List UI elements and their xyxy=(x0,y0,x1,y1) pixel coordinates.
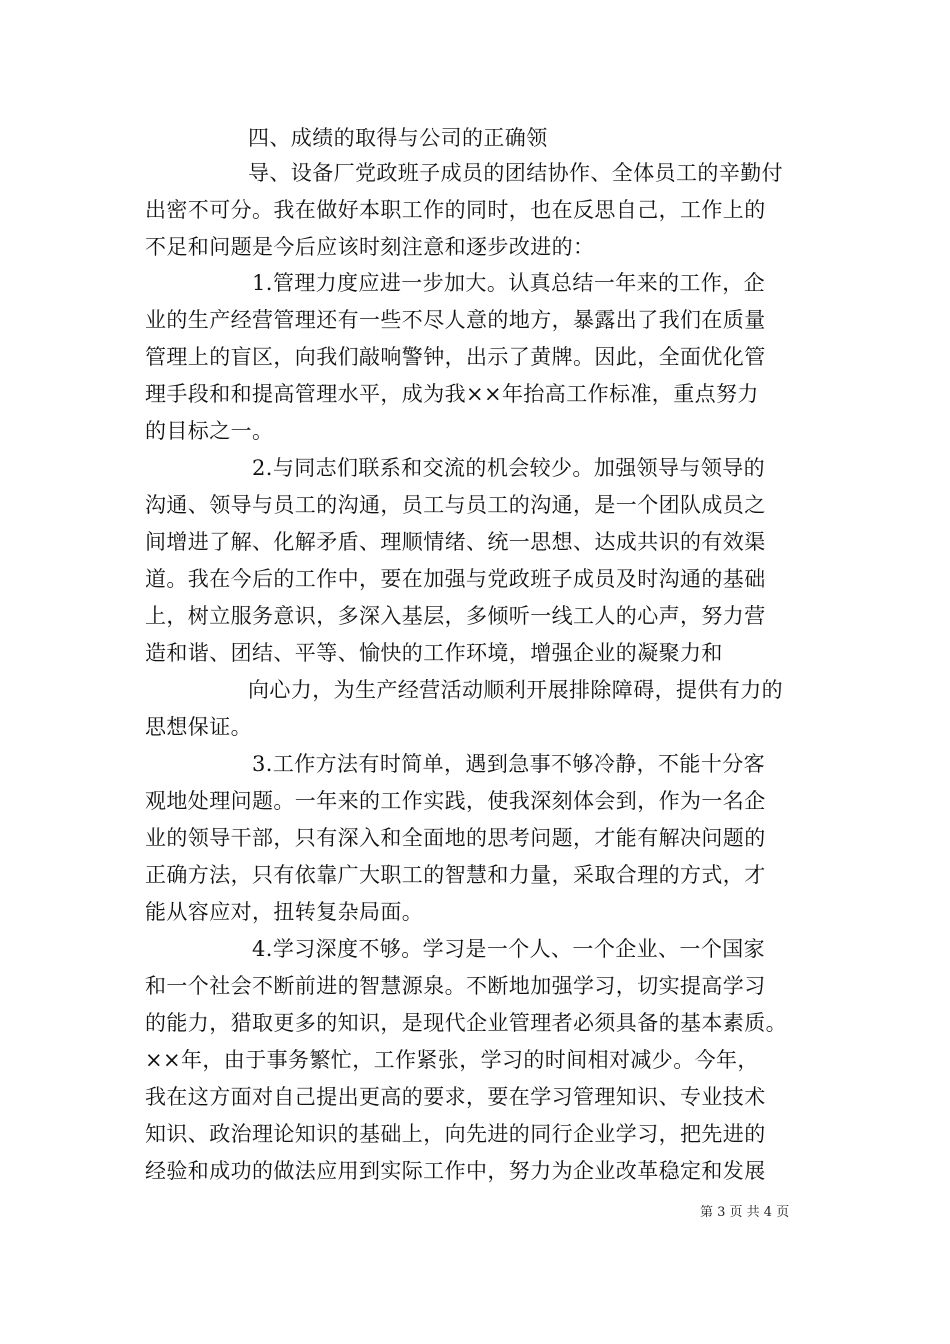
paragraph-line: 沟通、领导与员工的沟通，员工与员工的沟通，是一个团队成员之 xyxy=(145,493,766,517)
paragraph-line: 出密不可分。我在做好本职工作的同时，也在反思自己，工作上的 xyxy=(145,198,766,222)
paragraph-line: 业的生产经营管理还有一些不尽人意的地方，暴露出了我们在质量 xyxy=(145,308,766,332)
paragraph-line: 经验和成功的做法应用到实际工作中，努力为企业改革稳定和发展 xyxy=(145,1159,766,1183)
paragraph-line: 思想保证。 xyxy=(145,715,252,739)
paragraph-line: 管理上的盲区，向我们敲响警钟，出示了黄牌。因此，全面优化管 xyxy=(145,345,766,369)
item-heading-1: 1.管理力度应进一步加大。认真总结一年来的工作，企 xyxy=(252,271,766,295)
paragraph-line: 理手段和和提高管理水平，成为我××年抬高工作标准，重点努力 xyxy=(145,382,759,406)
paragraph-line: 正确方法，只有依靠广大职工的智慧和力量，采取合理的方式，才 xyxy=(145,863,766,887)
paragraph-line: 造和谐、团结、平等、愉快的工作环境，增强企业的凝聚力和 xyxy=(145,641,723,665)
paragraph-line: 业的领导干部，只有深入和全面地的思考问题，才能有解决问题的 xyxy=(145,826,766,850)
paragraph-line: 的能力，猎取更多的知识，是现代企业管理者必须具备的基本素质。 xyxy=(145,1011,787,1035)
paragraph-line: 导、设备厂党政班子成员的团结协作、全体员工的辛勤付 xyxy=(248,161,783,185)
paragraph-line: 向心力，为生产经营活动顺利开展排除障碍，提供有力的 xyxy=(248,678,783,702)
paragraph-line: 观地处理问题。一年来的工作实践，使我深刻体会到，作为一名企 xyxy=(145,789,766,813)
page-number-footer: 第 3 页 共 4 页 xyxy=(700,1205,790,1220)
paragraph-line: 能从容应对，扭转复杂局面。 xyxy=(145,900,424,924)
paragraph-line: 的目标之一。 xyxy=(145,419,274,443)
paragraph-line: 和一个社会不断前进的智慧源泉。不断地加强学习，切实提高学习 xyxy=(145,974,766,998)
paragraph-line: ××年，由于事务繁忙，工作紧张，学习的时间相对减少。今年， xyxy=(145,1048,759,1072)
item-heading-2: 2.与同志们联系和交流的机会较少。加强领导与领导的 xyxy=(252,456,766,480)
paragraph-line: 我在这方面对自己提出更高的要求，要在学习管理知识、专业技术 xyxy=(145,1085,766,1109)
section-heading: 四、成绩的取得与公司的正确领 xyxy=(248,126,548,150)
item-heading-3: 3.工作方法有时简单，遇到急事不够冷静，不能十分客 xyxy=(252,752,766,776)
paragraph-line: 上，树立服务意识，多深入基层，多倾听一线工人的心声，努力营 xyxy=(145,604,766,628)
paragraph-line: 不足和问题是今后应该时刻注意和逐步改进的： xyxy=(145,235,595,259)
paragraph-line: 道。我在今后的工作中，要在加强与党政班子成员及时沟通的基础 xyxy=(145,567,766,591)
item-heading-4: 4.学习深度不够。学习是一个人、一个企业、一个国家 xyxy=(252,937,766,961)
paragraph-line: 知识、政治理论知识的基础上，向先进的同行企业学习，把先进的 xyxy=(145,1122,766,1146)
paragraph-line: 间增进了解、化解矛盾、理顺情绪、统一思想、达成共识的有效渠 xyxy=(145,530,766,554)
